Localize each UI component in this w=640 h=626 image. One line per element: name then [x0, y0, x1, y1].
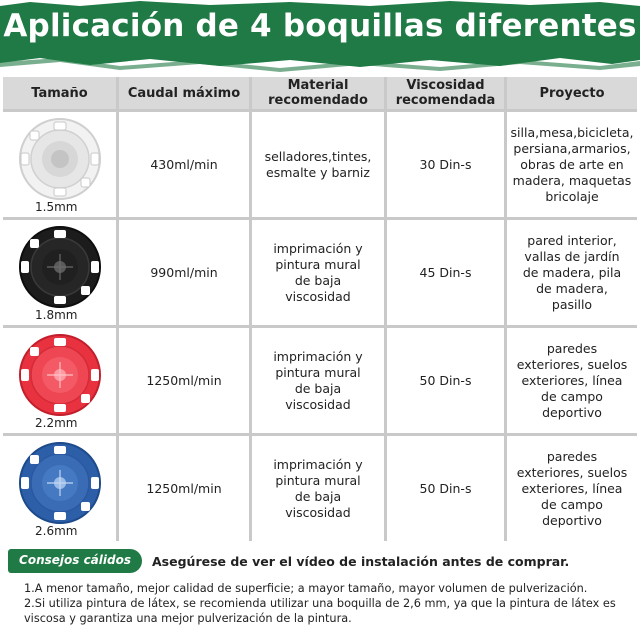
note-item: 2.Si utiliza pintura de látex, se recomienda utilizar una boquilla de 2,6 mm, ya que la pintura de látex es viscosa y garantiza una mejor pulverización de la pintura. — [24, 597, 616, 625]
blue-nozzle-icon — [15, 440, 105, 526]
material-cell: imprimación y pintura mural de baja viscosidad — [252, 328, 384, 433]
tips-badge — [8, 549, 142, 573]
header-flow: Caudal máximo — [119, 77, 249, 109]
flow-cell: 1250ml/min — [119, 436, 249, 541]
nozzle-size: 1.8mm — [35, 308, 78, 322]
nozzle-size: 2.2mm — [35, 416, 78, 430]
note-item: 1.A menor tamaño, mejor calidad de superficie; a mayor tamaño, mayor volumen de pulverización. — [24, 582, 588, 595]
material-cell: imprimación y pintura mural de baja viscosidad — [252, 436, 384, 541]
flow-cell: 430ml/min — [119, 112, 249, 217]
size-cell — [3, 328, 116, 433]
material-cell: imprimación y pintura mural de baja viscosidad — [252, 220, 384, 325]
nozzle-table — [3, 77, 637, 541]
project-cell: paredes exteriores, suelos exteriores, línea de campo deportivo — [507, 328, 637, 433]
tips-notes — [24, 581, 634, 626]
title-banner — [0, 0, 640, 72]
tips-heading: Asegúrese de ver el vídeo de instalación antes de comprar. — [152, 554, 570, 569]
header-size: Tamaño — [3, 77, 116, 109]
nozzle-size: 1.5mm — [35, 200, 78, 214]
header-viscosity: Viscosidad recomendada — [387, 77, 504, 109]
project-cell: pared interior, vallas de jardín de madera, pila de madera, pasillo — [507, 220, 637, 325]
viscosity-cell: 50 Din-s — [387, 436, 504, 541]
nozzle-size: 2.6mm — [35, 524, 78, 538]
header-project: Proyecto — [507, 77, 637, 109]
black-nozzle-icon — [15, 224, 105, 310]
viscosity-cell: 50 Din-s — [387, 328, 504, 433]
viscosity-cell: 30 Din-s — [387, 112, 504, 217]
page-title: Aplicación de 4 boquillas diferentes — [3, 8, 637, 44]
project-cell: paredes exteriores, suelos exteriores, línea de campo deportivo — [507, 436, 637, 541]
flow-cell: 1250ml/min — [119, 328, 249, 433]
white-nozzle-icon — [15, 116, 105, 202]
material-cell: selladores,tintes, esmalte y barniz — [252, 112, 384, 217]
header-material: Material recomendado — [252, 77, 384, 109]
size-cell — [3, 436, 116, 541]
project-cell: silla,mesa,bicicleta, persiana,armarios, obras de arte en madera, maquetas bricolaje — [507, 112, 637, 217]
tips-label: Consejos cálidos — [19, 553, 131, 567]
viscosity-cell: 45 Din-s — [387, 220, 504, 325]
red-nozzle-icon — [15, 332, 105, 418]
size-cell — [3, 220, 116, 325]
flow-cell: 990ml/min — [119, 220, 249, 325]
size-cell — [3, 112, 116, 217]
